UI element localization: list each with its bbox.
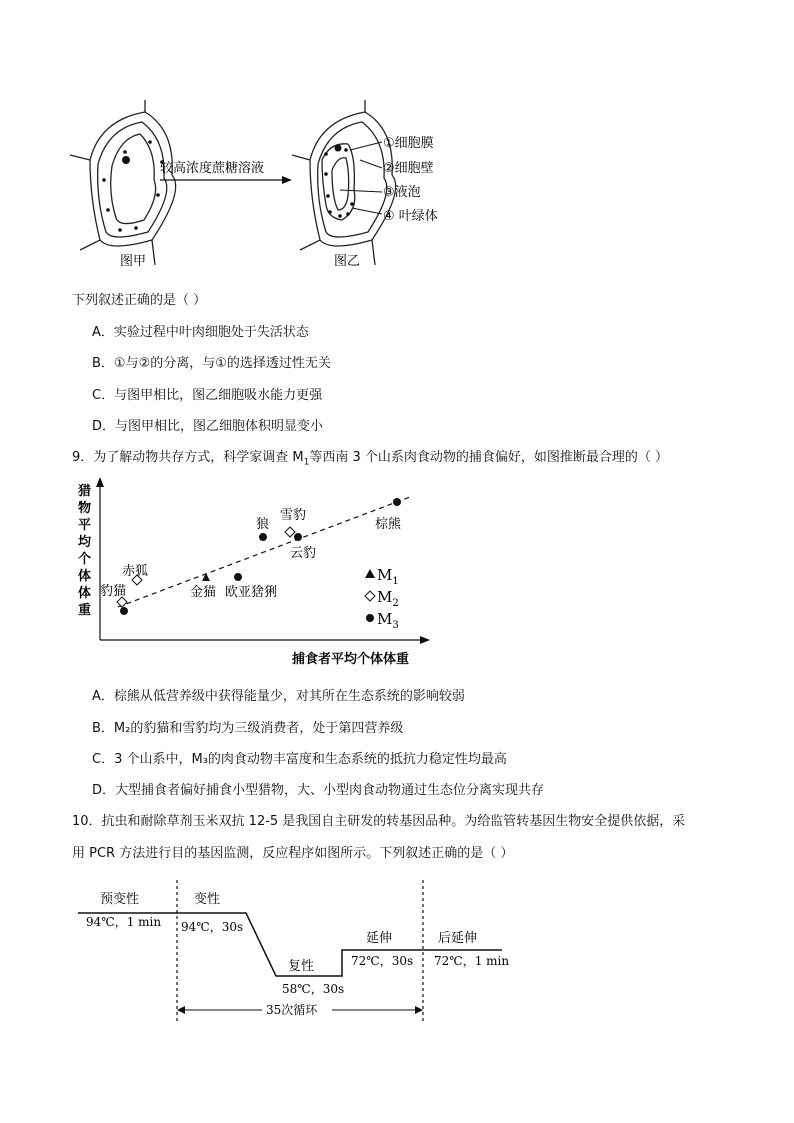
stage-anneal-cond: 58℃，30s xyxy=(282,982,345,996)
svg-text:猎: 猎 xyxy=(78,484,92,499)
svg-text:体: 体 xyxy=(78,569,92,584)
stage-predenature: 预变性 xyxy=(100,892,140,907)
point-label-lang: 狼 xyxy=(256,517,270,532)
q10-stem-line2: 用 PCR 方法进行目的基因监测，反应程序如图所示。下列叙述正确的是（ ） xyxy=(72,846,514,861)
q9-option-d[interactable]: D．大型捕食者偏好捕食小型猎物，大、小型肉食动物通过生态位分离实现共存 xyxy=(92,783,545,798)
scatter-point-2 xyxy=(202,573,210,581)
point-label-xuebao: 雪豹 xyxy=(280,508,307,523)
label-vacuole: ③液泡 xyxy=(383,185,421,200)
svg-text:M1: $M_1$ xyxy=(377,566,399,587)
y-axis-label xyxy=(77,483,92,618)
scatter-point-3 xyxy=(234,573,242,581)
svg-text:M2: $M_2$ xyxy=(377,588,399,609)
stage-final-extend-cond: 72℃，1 min xyxy=(434,954,510,968)
cell-diagram-left xyxy=(70,100,176,265)
svg-text:均: 均 xyxy=(78,535,92,550)
chart-legend xyxy=(365,566,399,631)
q8-option-b[interactable]: B．①与②的分离，与①的选择透过性无关 xyxy=(92,356,331,371)
stage-extend: 延伸 xyxy=(366,931,393,946)
scatter-point-7 xyxy=(393,498,401,506)
point-label-yunbao: 云豹 xyxy=(290,546,317,561)
scatter-point-extra-0 xyxy=(120,607,128,615)
stage-predenature-cond: 94℃，1 min xyxy=(86,915,162,929)
q8-option-c[interactable]: C．与图甲相比，图乙细胞吸水能力更强 xyxy=(92,388,323,403)
q9-stem-a: 9．为了解动物共存方式，科学家调查 M xyxy=(72,450,304,465)
q9-option-a[interactable]: A．棕熊从低营养级中获得能量少，对其所在生态系统的影响较弱 xyxy=(92,689,465,704)
cycles-label: 35次循环 xyxy=(266,1003,318,1017)
stage-final-extend: 后延伸 xyxy=(438,931,478,946)
q9-stem-sub: 1 xyxy=(303,457,310,468)
point-label-ouyasunli: 欧亚猞猁 xyxy=(225,585,278,600)
point-label-chifu: 赤狐 xyxy=(122,564,149,579)
q10-stem-line1: 10．抗虫和耐除草剂玉米双抗 12-5 是我国自主研发的转基因品种。为给监管转基因生物安全提供依据，采 xyxy=(72,814,686,829)
stage-denature-cond: 94℃，30s xyxy=(181,920,244,934)
caption-right: 图乙 xyxy=(334,254,361,269)
scatter-point-5 xyxy=(285,527,295,537)
plasmolysis-figure xyxy=(60,100,480,275)
q9-stem-b: 等西南 3 个山系肉食动物的捕食偏好，如图推断最合理的（ ） xyxy=(309,450,669,465)
svg-text:重: 重 xyxy=(78,603,92,618)
q9-option-c[interactable]: C．3 个山系中，M₃的肉食动物丰富度和生态系统的抵抗力稳定性均最高 xyxy=(92,752,507,767)
q8-stem: 下列叙述正确的是（ ） xyxy=(72,293,207,308)
scatter-point-4 xyxy=(259,533,267,541)
label-wall: ②细胞壁 xyxy=(383,161,434,176)
label-membrane: ①细胞膜 xyxy=(383,136,434,151)
pcr-program-diagram xyxy=(70,878,530,1028)
stage-extend-cond: 72℃，30s xyxy=(351,954,414,968)
scatter-point-6 xyxy=(294,533,302,541)
stage-denature: 变性 xyxy=(194,892,221,907)
q9-option-b[interactable]: B．M₂的豹猫和雪豹均为三级消费者，处于第四营养级 xyxy=(92,721,404,736)
arrow-label: 较高浓度蔗糖溶液 xyxy=(160,161,265,176)
point-label-jinmao: 金猫 xyxy=(190,585,217,600)
q8-option-a[interactable]: A．实验过程中叶肉细胞处于失活状态 xyxy=(92,325,309,340)
q8-option-d[interactable]: D．与图甲相比，图乙细胞体积明显变小 xyxy=(92,419,324,434)
svg-text:平: 平 xyxy=(78,518,92,533)
x-axis-label: 捕食者平均个体体重 xyxy=(292,652,410,667)
point-label-zongxiong: 棕熊 xyxy=(375,517,402,532)
label-chloroplast: ④ 叶绿体 xyxy=(383,209,438,224)
predator-prey-chart xyxy=(70,475,450,670)
cell-diagram-right xyxy=(292,100,396,265)
svg-text:M3: $M_3$ xyxy=(377,610,399,631)
svg-text:个: 个 xyxy=(78,552,92,567)
stage-anneal: 复性 xyxy=(288,959,315,974)
svg-text:物: 物 xyxy=(78,501,92,516)
svg-text:体: 体 xyxy=(78,586,92,601)
caption-left: 图甲 xyxy=(120,254,147,269)
point-label-baomao: 豹猫 xyxy=(100,584,127,599)
q9-stem xyxy=(72,446,668,468)
